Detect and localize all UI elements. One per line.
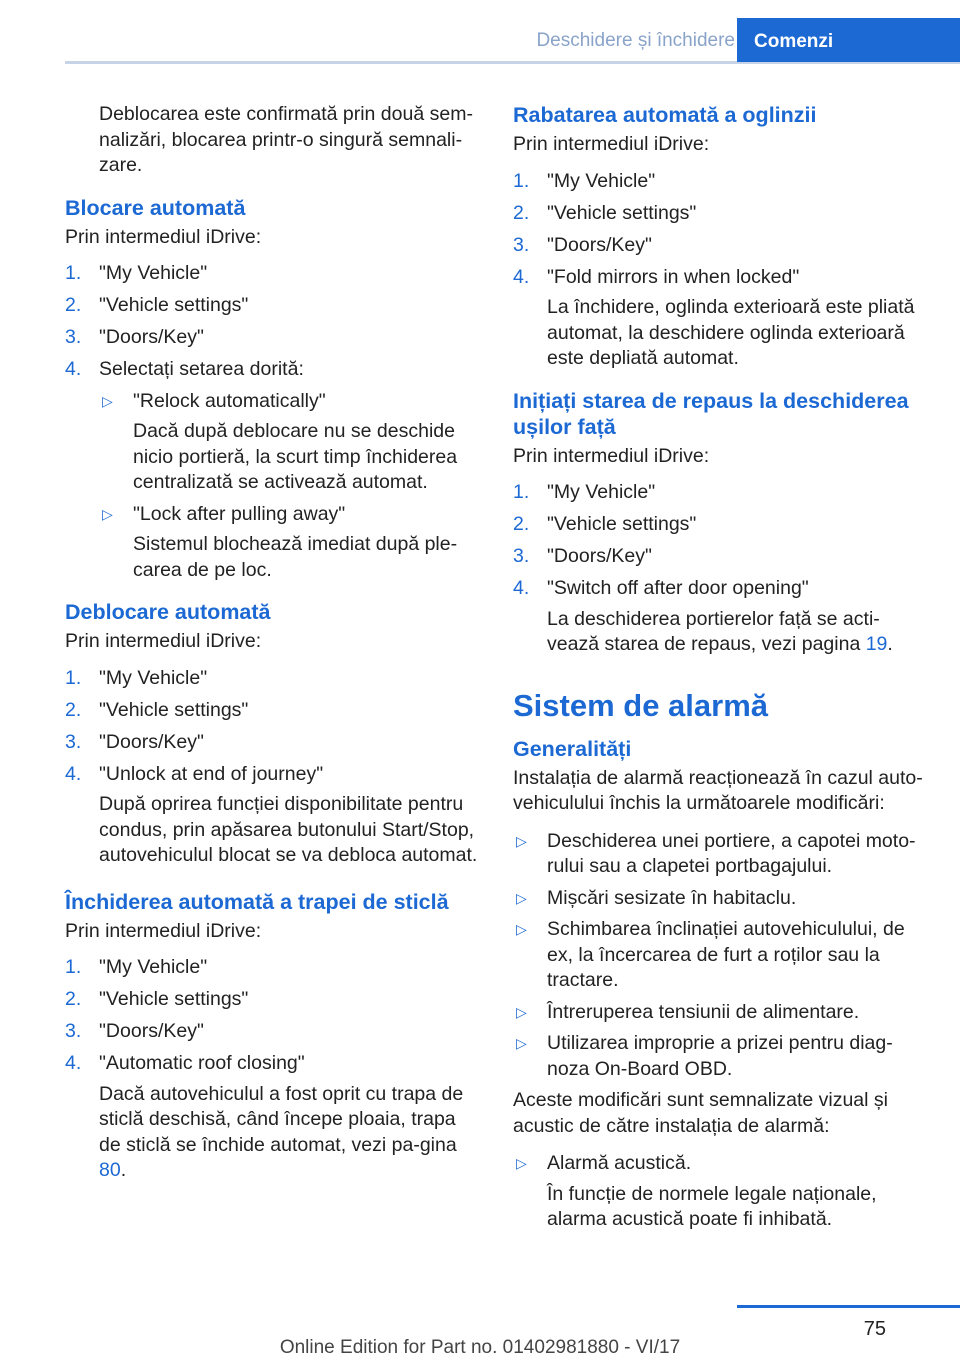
list-item: 3. "Doors/Key"	[65, 1020, 204, 1042]
list-item: 1. "My Vehicle"	[513, 169, 656, 192]
list-item: 4. "Switch off after door opening" La deschiderea portierelor față se acti‐vează starea de repaus, vezi pagina 19.	[513, 577, 893, 655]
triangle-bullet-icon: ▷	[102, 392, 113, 409]
list-item: 2. "Vehicle settings"	[513, 513, 697, 535]
steps-sleep-state	[513, 480, 928, 658]
list-item: ▷ Schimbarea înclinației autovehiculului, de ex, la încercarea de furt a roților sau la tractare.	[516, 918, 905, 991]
heading-general: Generalități	[513, 736, 632, 761]
list-item: ▷ Întreruperea tensiunii de alimentare.	[513, 1000, 928, 1026]
list-item: 3. "Doors/Key"	[513, 233, 652, 256]
option-item: ▷ "Lock after pulling away" Sistemul blochează imediat după ple‐carea de pe loc.	[102, 502, 458, 581]
header-section-title: Deschidere și închidere	[536, 30, 735, 51]
triangle-bullet-icon: ▷	[102, 505, 113, 522]
option-item: ▷ "Relock automatically" Dacă după deblocare nu se deschide nicio portieră, la scurt timp închiderea centralizată se activează automat.	[102, 389, 458, 493]
edition-note: Online Edition for Part no. 01402981880 - VI/17	[279, 1337, 681, 1358]
list-item: 3. "Doors/Key"	[513, 545, 652, 567]
triangle-bullet-icon: ▷	[516, 889, 527, 906]
list-item: ▷ Deschiderea unei portiere, a capotei moto‐rului sau a clapetei portbagajului.	[516, 829, 916, 877]
list-item: 1. "My Vehicle"	[513, 481, 656, 503]
heading-auto-unlock: Deblocare automată	[65, 600, 271, 624]
option-list	[99, 389, 480, 584]
heading-roof-closing: Închiderea automată a trapei de sticlă	[65, 889, 449, 914]
page-number: 75	[863, 1318, 886, 1340]
list-item: 2. "Vehicle settings"	[65, 698, 249, 721]
intro-paragraph: Deblocarea este confirmată prin două sem‐nalizări, blocarea printr-o singură semnali‐zare.	[99, 103, 473, 176]
triangle-bullet-icon: ▷	[516, 1003, 527, 1020]
list-item: 4. "Unlock at end of journey" După oprirea funcției disponibilitate pentru condus, prin apăsarea butonului Start/Stop, autovehiculul blocat se va debloca automat.	[65, 762, 478, 866]
list-item: 3. "Doors/Key"	[65, 326, 204, 348]
heading-sleep-state: Inițiați starea de repaus la deschiderea ușilor față	[513, 388, 909, 439]
lead-text: Prin intermediul iDrive:	[65, 630, 262, 652]
alarm-signals-list	[513, 1151, 928, 1233]
right-column	[513, 102, 928, 1239]
steps-auto-lock	[65, 261, 480, 583]
page-ref-link[interactable]: 80	[99, 1159, 121, 1181]
footer-rule	[737, 1305, 960, 1308]
list-item: 4. Selectați setarea dorită: ▷ "Relock automatically" Dacă după deblocare nu se deschide nicio portieră, la scurt timp închiderea centralizată se activează automat. ▷ "Lock after pulling away" Sistemul blochează imediat după ple‐carea de pe loc.	[65, 357, 480, 583]
list-item: 1. "My Vehicle"	[65, 956, 208, 978]
steps-auto-unlock	[65, 666, 480, 869]
lead-text: Prin intermediul iDrive:	[513, 133, 710, 155]
alarm-signal-paragraph: Aceste modificări sunt semnalizate vizual și acustic de către instalația de alarmă:	[513, 1089, 888, 1137]
steps-mirror-folding	[513, 169, 928, 372]
lead-text: Prin intermediul iDrive:	[513, 444, 710, 467]
triangle-bullet-icon: ▷	[516, 1155, 527, 1171]
triangle-bullet-icon: ▷	[516, 832, 527, 849]
alarm-triggers-list	[513, 829, 928, 1083]
list-item: 1. "My Vehicle"	[65, 262, 208, 284]
list-item: 1. "My Vehicle"	[65, 666, 208, 689]
list-item: 3. "Doors/Key"	[65, 730, 204, 753]
heading-mirror-folding: Rabatarea automată a oglinzii	[513, 103, 817, 127]
header-chapter-tab[interactable]: Comenzi	[737, 18, 960, 62]
left-column	[65, 102, 480, 1196]
list-item: 2. "Vehicle settings"	[65, 294, 249, 316]
heading-alarm-system: Sistem de alarmă	[513, 687, 769, 723]
list-item: 2. "Vehicle settings"	[65, 988, 249, 1010]
list-item: ▷ Mișcări sesizate în habitaclu.	[513, 886, 928, 912]
list-item: ▷ Alarmă acustică. În funcție de normele legale naționale, alarma acustică poate fi inhibată.	[516, 1152, 877, 1230]
list-item: 2. "Vehicle settings"	[513, 201, 697, 224]
alarm-intro: Instalația de alarmă reacționează în cazul auto‐vehiculului închis la următoarele modificări:	[513, 766, 923, 814]
steps-roof-closing	[65, 955, 480, 1184]
triangle-bullet-icon: ▷	[516, 1035, 527, 1051]
triangle-bullet-icon: ▷	[516, 921, 527, 937]
list-item: 4. "Automatic roof closing" Dacă autovehiculul a fost oprit cu trapa de sticlă deschisă, când începe ploaia, trapa de sticlă se închide automat, vezi pa‐gina 80.	[65, 1052, 464, 1181]
list-item: ▷ Utilizarea improprie a prizei pentru diag‐noza On-Board OBD.	[516, 1032, 893, 1080]
heading-auto-lock: Blocare automată	[65, 195, 246, 220]
page-ref-link[interactable]: 19	[865, 633, 888, 655]
lead-text: Prin intermediul iDrive:	[65, 919, 262, 942]
list-item: 4. "Fold mirrors in when locked" La închidere, oglinda exterioară este pliată automat, la deschidere oglinda exterioară este depliată automat.	[513, 265, 915, 369]
lead-text: Prin intermediul iDrive:	[65, 225, 262, 248]
